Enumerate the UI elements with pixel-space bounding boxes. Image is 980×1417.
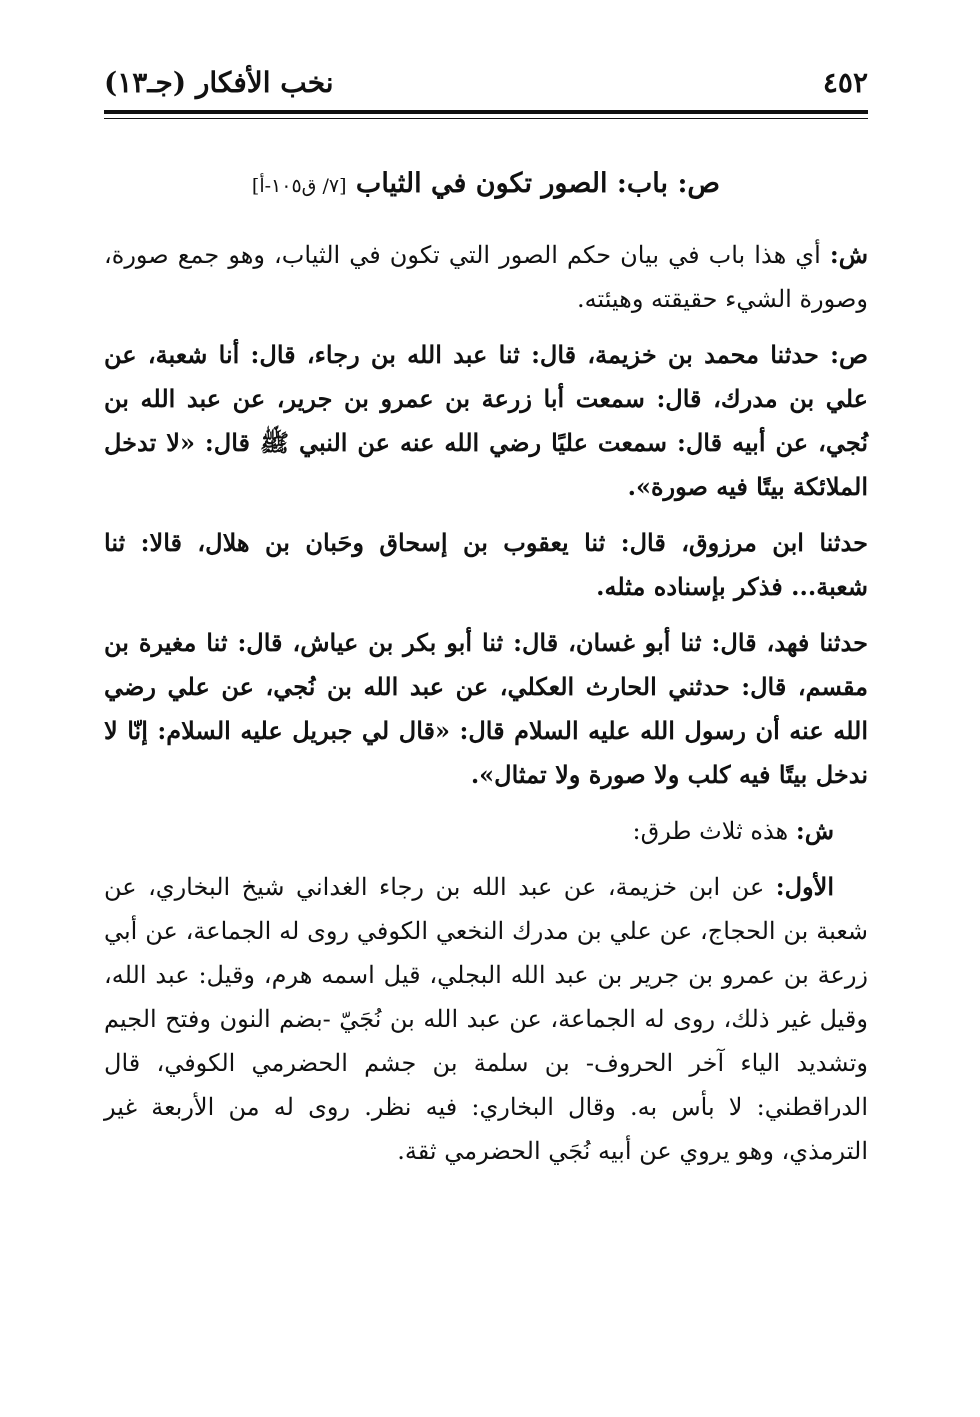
paragraph-text: حدثنا فهد، قال: ثنا أبو غسان، قال: ثنا أبو بكر بن عياش، قال: ثنا مغيرة بن مقسم، قال: حدثني الحارث العكلي، عن عبد الله بن نُجي، عن علي رضي الله عنه أن رسول الله عليه السلام قال: «قال لي جبريل عليه السلام: إنّا لا ندخل بيتًا فيه كلب ولا صورة ولا تمثال». bbox=[104, 628, 868, 789]
book-title: نخب الأفكار (جـ١٣) bbox=[104, 65, 334, 99]
manuscript-ref: [٧/ ق١٠٥-أ] bbox=[251, 175, 347, 197]
header-rule-thick bbox=[104, 110, 868, 114]
paragraph-text: عن ابن خزيمة، عن عبد الله بن رجاء الغداني شيخ البخاري، عن شعبة بن الحجاج، عن علي بن مدرك النخعي الكوفي روى له الجماعة، عن أبي زرعة بن عمرو بن جرير بن عبد الله البجلي، قيل اسمه هرم، وقيل: عبد الله، وقيل غير ذلك، روى له الجماعة، عن عبد الله بن نُجَيّ -بضم النون وفتح الجيم وتشديد الياء آخر الحروف- بن سلمة بن جشم الحضرمي الكوفي، قال الدراقطني: لا بأس به. وقال البخاري: فيه نظر. روى له من الأربعة غير الترمذي، وهو يروي عن أبيه نُجَي الحضرمي ثقة. bbox=[104, 873, 868, 1165]
paragraph-text: حدثنا ابن مرزوق، قال: ثنا يعقوب بن إسحاق وحَبان بن هلال، قالا: ثنا شعبة... فذكر بإسناده مثله. bbox=[104, 528, 868, 601]
paragraph-text: هذه ثلاث طرق: bbox=[632, 817, 796, 845]
paragraph-5 bbox=[104, 809, 868, 853]
paragraph-mark: ص: bbox=[830, 340, 868, 369]
paragraph-mark: ش: bbox=[795, 816, 834, 845]
section-title-text: ص: باب: الصور تكون في الثياب bbox=[355, 168, 721, 199]
paragraph-2 bbox=[104, 333, 868, 509]
paragraph-1 bbox=[104, 233, 868, 321]
paragraph-4 bbox=[104, 621, 868, 797]
paragraph-mark: ش: bbox=[829, 240, 868, 269]
paragraph-mark: الأول: bbox=[775, 872, 834, 901]
header-rule-thin bbox=[104, 118, 868, 119]
section-title bbox=[104, 168, 868, 199]
running-header bbox=[104, 58, 868, 106]
paragraph-text: أي هذا باب في بيان حكم الصور التي تكون في الثياب، وهو جمع صورة، وصورة الشيء حقيقته وهيئته. bbox=[104, 241, 868, 313]
page-content bbox=[104, 160, 868, 1185]
paragraph-text: حدثنا محمد بن خزيمة، قال: ثنا عبد الله بن رجاء، قال: أنا شعبة، عن علي بن مدرك، قال: سمعت أبا زرعة بن عمرو بن جرير، عن عبد الله بن نُجي، عن أبيه قال: سمعت عليًا رضي الله عنه عن النبي ﷺ قال: «لا تدخل الملائكة بيتًا فيه صورة». bbox=[104, 340, 868, 501]
page-number: ٤٥٢ bbox=[822, 65, 868, 99]
paragraph-3 bbox=[104, 521, 868, 609]
paragraph-6 bbox=[104, 865, 868, 1173]
